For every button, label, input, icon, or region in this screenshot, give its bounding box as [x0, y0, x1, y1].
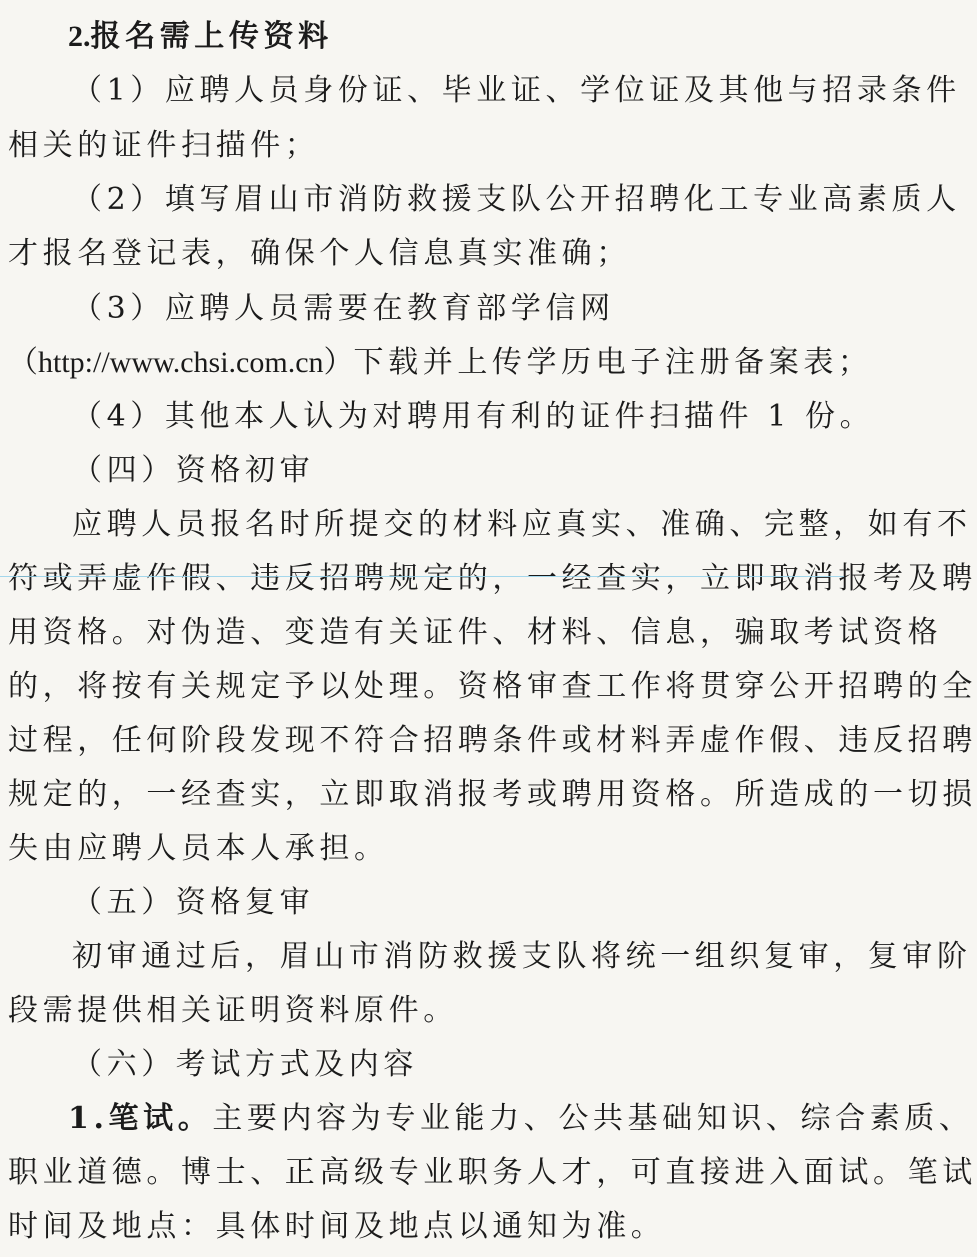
section-4-paragraph-line: 规定的，一经查实，立即取消报考或聘用资格。所造成的一切损: [8, 777, 977, 812]
item-3-line-2: [8, 344, 873, 382]
written-exam-line-2: 职业道德。博士、正高级专业职务人才，可直接进入面试。笔试: [8, 1155, 977, 1190]
section-4-paragraph-line: 应聘人员报名时所提交的材料应真实、准确、完整，如有不: [72, 507, 972, 542]
section-4-paragraph-line: 用资格。对伪造、变造有关证件、材料、信息，骗取考试资格: [8, 615, 943, 650]
section-4-paragraph-line: 的，将按有关规定予以处理。资格审查工作将贯穿公开招聘的全: [8, 669, 977, 704]
section-6-heading: （六）考试方式及内容: [72, 1047, 418, 1082]
section-5-paragraph-line: 初审通过后，眉山市消防救援支队将统一组织复审，复审阶: [72, 939, 972, 974]
item-2-line-1: （2）填写眉山市消防救援支队公开招聘化工专业高素质人: [72, 182, 961, 217]
written-exam-label: 1.笔试。: [68, 1101, 213, 1136]
section-2-heading-number: 2.: [68, 20, 91, 53]
item-4-line-1: （4）其他本人认为对聘用有利的证件扫描件 1 份。: [72, 399, 875, 434]
written-exam-text: 主要内容为专业能力、公共基础知识、综合素质、: [212, 1101, 974, 1136]
section-5-paragraph-line: 段需提供相关证明资料原件。: [8, 993, 458, 1028]
chsi-url-link[interactable]: （http://www.chsi.com.cn）: [8, 346, 354, 379]
item-3-line-1: （3）应聘人员需要在教育部学信网: [72, 291, 615, 326]
written-exam-line-3: 时间及地点：具体时间及地点以通知为准。: [8, 1209, 666, 1244]
item-2-line-2: 才报名登记表，确保个人信息真实准确；: [8, 236, 631, 271]
section-2-heading: [68, 18, 333, 56]
section-4-heading: （四）资格初审: [72, 453, 315, 488]
item-3-line-2-rest: 下载并上传学历电子注册备案表；: [353, 345, 873, 380]
section-4-paragraph-line: 过程，任何阶段发现不符合招聘条件或材料弄虚作假、违反招聘: [8, 723, 977, 758]
item-1-line-2: 相关的证件扫描件；: [8, 128, 320, 163]
section-4-paragraph-line: 符或弄虚作假、违反招聘规定的，一经查实，立即取消报考及聘: [8, 561, 977, 596]
section-2-heading-text: 报名需上传资料: [90, 19, 333, 54]
scan-guide-line: [0, 576, 844, 577]
written-exam-line-1: [68, 1100, 974, 1138]
section-4-paragraph-line: 失由应聘人员本人承担。: [8, 831, 389, 866]
item-1-line-1: （1）应聘人员身份证、毕业证、学位证及其他与招录条件: [72, 73, 961, 108]
section-5-heading: （五）资格复审: [72, 885, 315, 920]
